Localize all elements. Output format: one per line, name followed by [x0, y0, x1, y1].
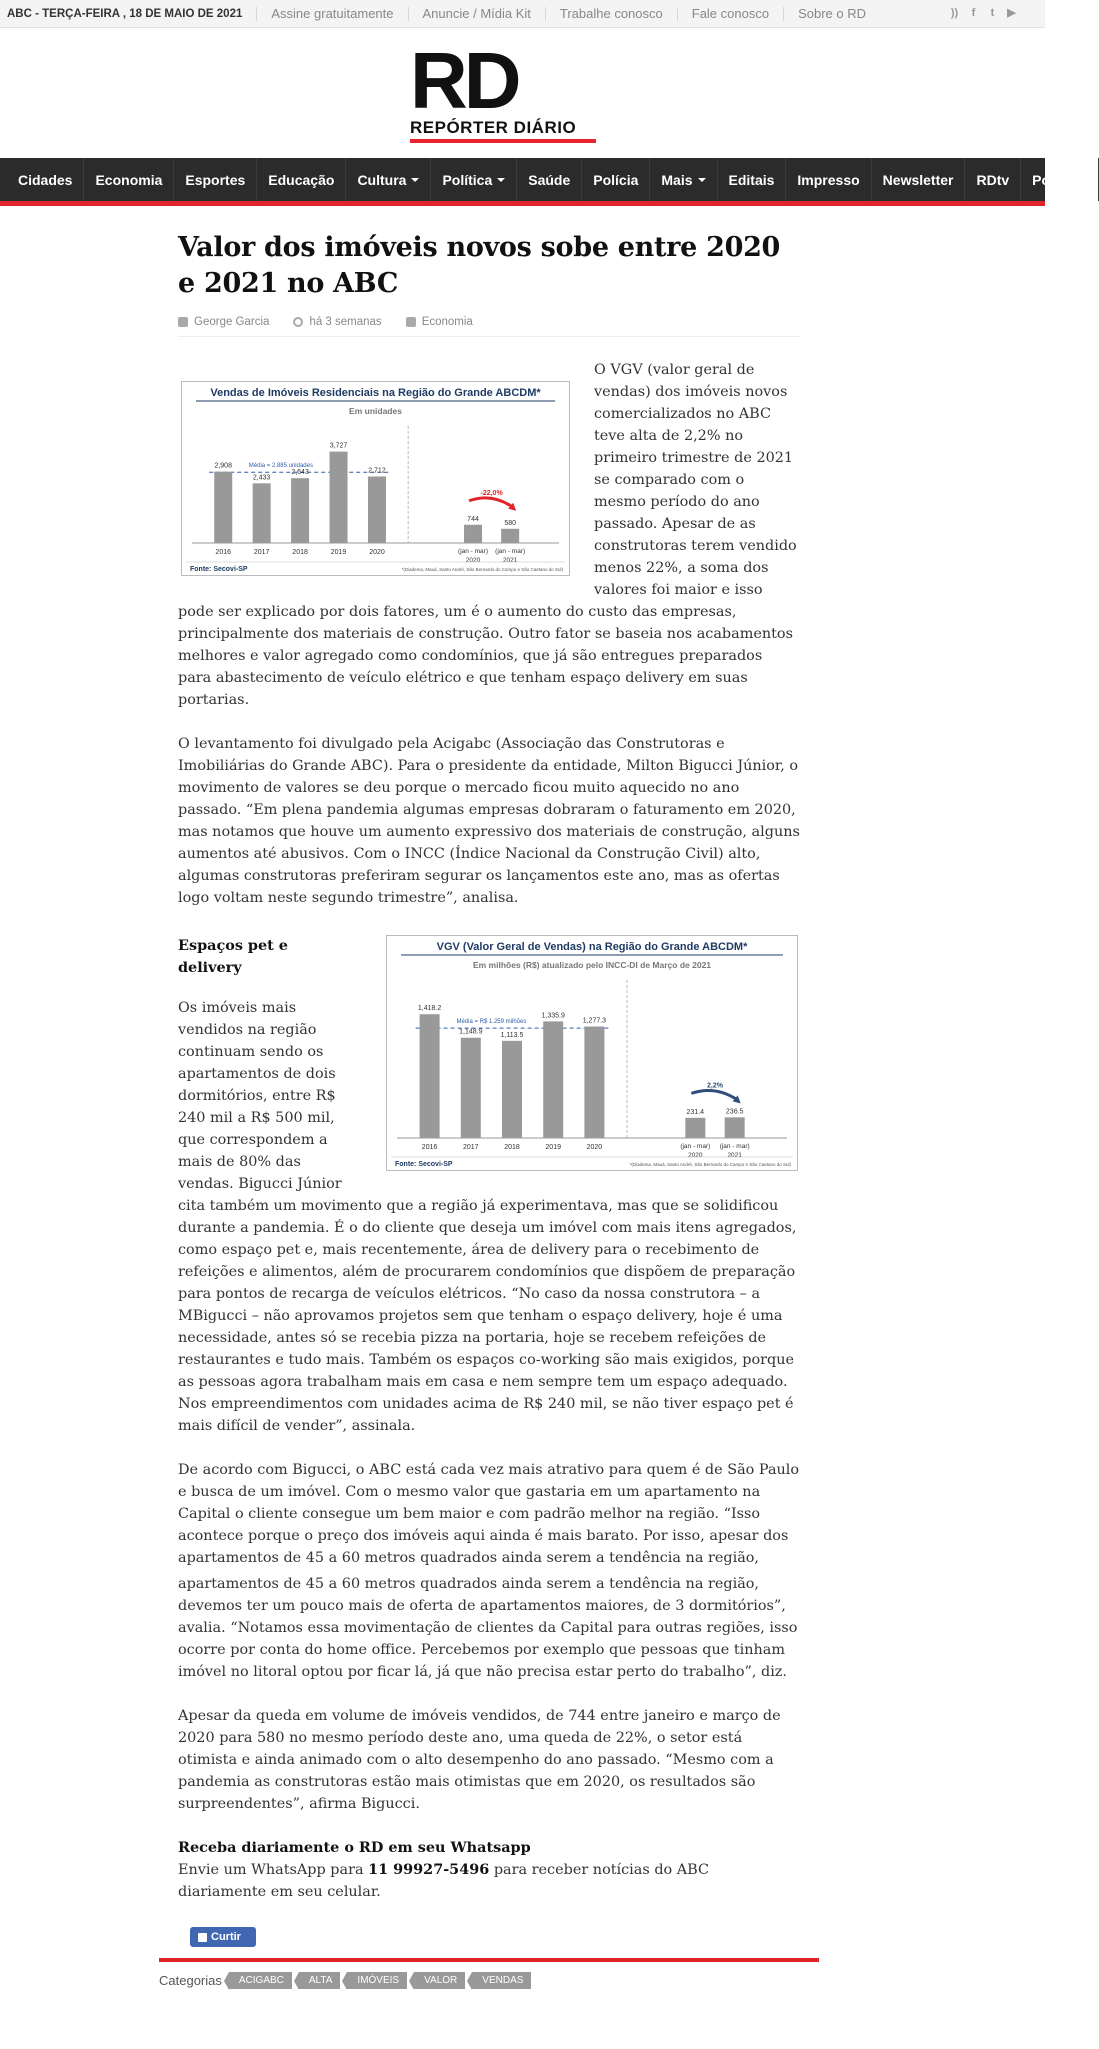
- user-icon: [178, 317, 188, 327]
- article-body: [178, 359, 800, 1903]
- rss-icon[interactable]: )): [950, 7, 959, 19]
- x-tick-4: 2020: [586, 1144, 603, 1151]
- chart-vendas-svg: [182, 382, 569, 575]
- change-label: 2,2%: [707, 1082, 723, 1090]
- article-title: Valor dos imóveis novos sobe entre 2020 e 2021 no ABC: [178, 232, 781, 299]
- nav-item-10[interactable]: [786, 158, 871, 201]
- link-sobre[interactable]: Sobre o RD: [783, 7, 880, 21]
- chart-source: Fonte: Secovi-SP: [190, 566, 248, 573]
- article-meta: [178, 316, 800, 337]
- bar-value-label-5: 231.4: [686, 1108, 705, 1116]
- average-label: Média = R$ 1.259 milhões: [456, 1019, 527, 1026]
- bar-value-label-6: 580: [504, 519, 517, 527]
- bar-value-label-4: 2,712: [368, 467, 386, 475]
- bar-1: [461, 1038, 481, 1138]
- nav-item-label: Polícia: [593, 171, 639, 188]
- nav-item-label: Newsletter: [882, 171, 954, 188]
- nav-item-6[interactable]: [517, 158, 582, 201]
- paragraph-5: Apesar da queda em volume de imóveis vendidos, de 744 entre janeiro e março de 2020 para 580 no mesmo período deste ano, uma queda de 22%, o setor está otimista e ainda animado com o alto desempenho do ano passado. “Mesmo com a pandemia as construtoras estão mais otimistas que em 2020, os resultados são surpreendentes”, afirma Bigucci.: [178, 1708, 781, 1812]
- chart-vgv: [386, 935, 798, 1171]
- nav-item-8[interactable]: [650, 158, 717, 201]
- bar-value-label-3: 1,335.9: [541, 1012, 565, 1020]
- like-label: Curtir: [211, 1931, 241, 1943]
- bar-value-label-1: 2,433: [252, 474, 271, 482]
- nav-item-13[interactable]: [1021, 158, 1098, 201]
- caret-down-icon: [497, 178, 505, 182]
- thumbs-up-icon: [198, 1933, 207, 1942]
- nav-item-4[interactable]: [346, 158, 431, 201]
- bar-0: [420, 1014, 440, 1138]
- nav-item-1[interactable]: [84, 158, 174, 201]
- facebook-like-button[interactable]: [190, 1927, 256, 1947]
- chart-title: Vendas de Imóveis Residenciais na Região do Grande ABCDM*: [210, 387, 541, 399]
- bar-value-label-0: 2,908: [214, 462, 232, 470]
- link-anuncie[interactable]: Anuncie / Mídia Kit: [408, 7, 545, 21]
- bar-3: [330, 452, 348, 543]
- link-assine[interactable]: Assine gratuitamente: [256, 7, 407, 21]
- bar-2: [291, 478, 309, 543]
- x-tick-0: 2016: [421, 1144, 438, 1151]
- bar-value-label-3: 3,727: [329, 442, 348, 450]
- bar-4: [584, 1027, 604, 1138]
- logo-underline: [410, 139, 596, 143]
- nav-item-11[interactable]: [872, 158, 966, 201]
- link-trabalhe[interactable]: Trabalhe conosco: [545, 7, 677, 21]
- bar-value-label-1: 1,148.9: [459, 1028, 483, 1036]
- nav-item-label: RDtv: [976, 171, 1010, 188]
- x-tick-6: (jan - mar): [719, 1143, 750, 1150]
- average-label: Média = 2.885 unidades: [248, 463, 313, 470]
- nav-item-label: Cidades: [18, 171, 73, 188]
- chart-vgv-svg: [387, 936, 797, 1170]
- nav-item-3[interactable]: [257, 158, 346, 201]
- tags-bar: [159, 1958, 819, 1989]
- caret-down-icon: [698, 178, 706, 182]
- bar-4: [368, 476, 386, 543]
- paragraph-2: O levantamento foi divulgado pela Acigabc (Associação das Construtoras e Imobiliárias do Grande ABC). Para o presidente da entidade, Milton Bigucci Júnior, o movimento de valores se deu porque o mercado ficou muito aquecido no ano passado. “Em plena pandemia algumas empresas dobraram o faturamento em 2020, mas notamos que houve um aumento expressivo dos materiais de construção, alguns aumentos até abusivos. Com o INCC (Índice Nacional da Construção Civil) alto, algumas construtoras preferiram segurar os lançamentos este ano, mas as ofertas logo voltam neste segundo trimestre”, analisa.: [178, 736, 800, 906]
- social-links: [949, 8, 1017, 19]
- whatsapp-cta-title: Receba diariamente o RD em seu Whatsapp: [178, 1839, 531, 1856]
- x-tick-3: 2019: [330, 549, 347, 556]
- x-tick-year-6: 2021: [502, 557, 518, 564]
- paragraph-4b: apartamentos de 45 a 60 metros quadrados ainda serem a tendência na região, devemos ter um pouco mais de oferta de apartamentos maiores, de 3 dormitórios”, avalia. “Notamos essa movimentação de clientes da Capital para outras regiões, isso ocorre por conta do home office. Percebemos por exemplo que pessoas que tinham imóvel no litoral optou por ficar lá, já que não precisa estar perto do trabalho”, diz.: [178, 1576, 798, 1680]
- link-fale[interactable]: Fale conosco: [677, 7, 783, 21]
- bar-6: [725, 1117, 745, 1138]
- paragraph-4a: De acordo com Bigucci, o ABC está cada vez mais atrativo para quem é de São Paulo e busca de um imóvel. Com o mesmo valor que gastaria em um apartamento na Capital o cliente consegue um bem maior e com padrão melhor na região. “Isso acontece porque o preço dos imóveis aqui ainda é mais barato. Por isso, apesar dos apartamentos de 45 a 60 metros quadrados ainda serem a tendência na região,: [178, 1462, 800, 1566]
- x-tick-5: (jan - mar): [680, 1143, 711, 1150]
- whatsapp-cta: [178, 1837, 800, 1903]
- nav-item-label: Política: [442, 171, 493, 188]
- bar-value-label-2: 1,113.5: [500, 1031, 524, 1039]
- nav-item-label: Economia: [95, 171, 163, 188]
- x-tick-5: (jan - mar): [458, 548, 489, 555]
- caret-down-icon: [411, 178, 419, 182]
- nav-item-0[interactable]: [7, 158, 84, 201]
- chart-subtitle: Em unidades: [349, 406, 402, 416]
- chart-title: VGV (Valor Geral de Vendas) na Região do Grande ABCDM*: [436, 941, 748, 953]
- bar-3: [543, 1021, 563, 1138]
- bar-value-label-2: 2,643: [291, 469, 309, 477]
- nav-item-label: Saúde: [528, 171, 571, 188]
- chart-footnote: *(Diadema, Mauá, Santo André, São Bernardo do Campo e São Caetano do Sul): [629, 1162, 791, 1167]
- x-tick-6: (jan - mar): [495, 548, 526, 555]
- bar-value-label-6: 236.5: [725, 1108, 744, 1116]
- article-author[interactable]: George Garcia: [194, 316, 270, 328]
- nav-item-label: Educação: [268, 171, 335, 188]
- current-date: ABC - TERÇA-FEIRA , 18 DE MAIO DE 2021: [7, 7, 243, 20]
- x-tick-2: 2018: [292, 549, 308, 556]
- x-tick-4: 2020: [369, 549, 385, 556]
- x-tick-3: 2019: [545, 1144, 561, 1151]
- paragraph-1: O VGV (valor geral de vendas) dos imóveis novos comercializados no ABC teve alta de 2,2% no primeiro trimestre de 2021 se comparado com o mesmo período do ano passado. Apesar de as construtoras terem vendido menos 22%, a soma dos valores foi maior e isso pode ser explicado por dois fatores, um é o aumento do custo das empresas, principalmente dos materiais de construção. Outro fator se baseia nos acabamentos melhores e valor agregado como condomínios, que já são entregues preparados para abastecimento de veículo elétrico e que tenham espaço delivery em suas portarias.: [178, 362, 797, 708]
- clock-icon: [293, 317, 303, 327]
- whatsapp-phone[interactable]: 11 99927-5496: [368, 1861, 490, 1878]
- facebook-icon[interactable]: f: [971, 7, 976, 19]
- bar-value-label-4: 1,277.3: [582, 1017, 607, 1025]
- bar-5: [464, 525, 482, 543]
- x-tick-1: 2017: [463, 1144, 479, 1151]
- paragraph-3: Os imóveis mais vendidos na região continuam sendo os apartamentos de dois dormitórios, entre R$ 240 mil a R$ 500 mil, que correspondem a mais de 80% das vendas. Bigucci Júnior cita também um movimento que a região já experimentava, mas que se solidificou durante a pandemia. É o do cliente que deseja um imóvel com mais itens agregados, como espaço pet e, mais recentemente, área de delivery para o recebimento de refeições e alimentos, além de procurarem condomínios que dispõem de preparação para pontos de recarga de veículos elétricos. “No caso da nossa construtora – a MBigucci – não aprovamos projetos sem que tenham o espaço delivery, hoje é uma necessidade, antes só se recebia pizza na portaria, hoje se recebem refeições de restaurantes e tudo mais. Também os espaços co-working são mais exigidos, porque as pessoas agora trabalham mais em casa e nem sempre tem um espaço adequado. Nos empreendimentos com unidades acima de R$ 240 mil, se não tiver espaço pet é mais difícil de vender”, assinala.: [178, 1000, 797, 1434]
- change-arrow: [469, 498, 512, 507]
- article-category[interactable]: Economia: [421, 316, 473, 328]
- top-bar: [0, 0, 1045, 28]
- chart-vendas: [181, 381, 570, 576]
- change-label: -22,0%: [480, 489, 503, 497]
- tag-alta[interactable]: ALTA: [299, 1972, 341, 1989]
- article-time: há 3 semanas: [309, 316, 382, 328]
- nav-item-12[interactable]: [965, 158, 1021, 201]
- site-logo[interactable]: [410, 36, 600, 140]
- twitter-icon[interactable]: t: [990, 7, 995, 19]
- chart-footnote: *(Diadema, Mauá, Santo André, São Bernardo do Campo e São Caetano do Sul): [401, 567, 563, 572]
- nav-item-label: Esportes: [185, 171, 246, 188]
- section-heading-pet: Espaços pet e delivery: [178, 937, 288, 976]
- nav-item-9[interactable]: [718, 158, 787, 201]
- nav-item-label: Podcast: [1032, 171, 1087, 188]
- chart-subtitle: Em milhões (R$) atualizado pelo INCC-DI de Março de 2021: [472, 960, 712, 970]
- x-tick-year-5: 2020: [465, 557, 481, 564]
- bar-value-label-0: 1,418.2: [417, 1005, 442, 1013]
- whatsapp-cta-pre: Envie um WhatsApp para: [178, 1862, 369, 1878]
- nav-item-5[interactable]: [431, 158, 517, 201]
- tags-label: Categorias: [159, 1973, 222, 1988]
- x-tick-2: 2018: [504, 1144, 520, 1151]
- nav-item-label: Impresso: [797, 171, 860, 188]
- main-nav: [0, 158, 1087, 206]
- nav-item-2[interactable]: [174, 158, 257, 201]
- bar-value-label-5: 744: [467, 515, 479, 523]
- bar-1: [253, 483, 271, 543]
- bar-5: [685, 1118, 705, 1138]
- article: [178, 230, 800, 1947]
- x-tick-year-6: 2021: [727, 1152, 742, 1159]
- nav-item-label: Editais: [728, 171, 775, 188]
- folder-icon: [406, 317, 416, 327]
- bar-0: [214, 472, 232, 543]
- whatsapp-cta-post: para receber notícias do ABC diariamente em seu celular.: [178, 1862, 710, 1900]
- x-tick-1: 2017: [253, 549, 270, 556]
- nav-item-7[interactable]: [582, 158, 650, 201]
- x-tick-year-5: 2020: [688, 1152, 703, 1159]
- youtube-icon[interactable]: ▶: [1007, 7, 1016, 19]
- x-tick-0: 2016: [215, 549, 232, 556]
- bar-2: [502, 1041, 522, 1138]
- nav-item-label: Cultura: [357, 171, 407, 188]
- tag-imoveis[interactable]: IMÓVEIS: [347, 1972, 407, 1989]
- tag-valor[interactable]: VALOR: [414, 1972, 465, 1989]
- logo-mark: RD: [410, 36, 518, 125]
- tag-acigabc[interactable]: ACIGABC: [229, 1972, 292, 1989]
- tag-vendas[interactable]: VENDAS: [472, 1972, 531, 1989]
- change-arrow: [691, 1090, 736, 1099]
- chart-source: Fonte: Secovi-SP: [395, 1161, 453, 1168]
- nav-item-label: Mais: [661, 171, 693, 188]
- bar-6: [501, 529, 519, 543]
- logo-name: REPÓRTER DIÁRIO: [410, 118, 577, 137]
